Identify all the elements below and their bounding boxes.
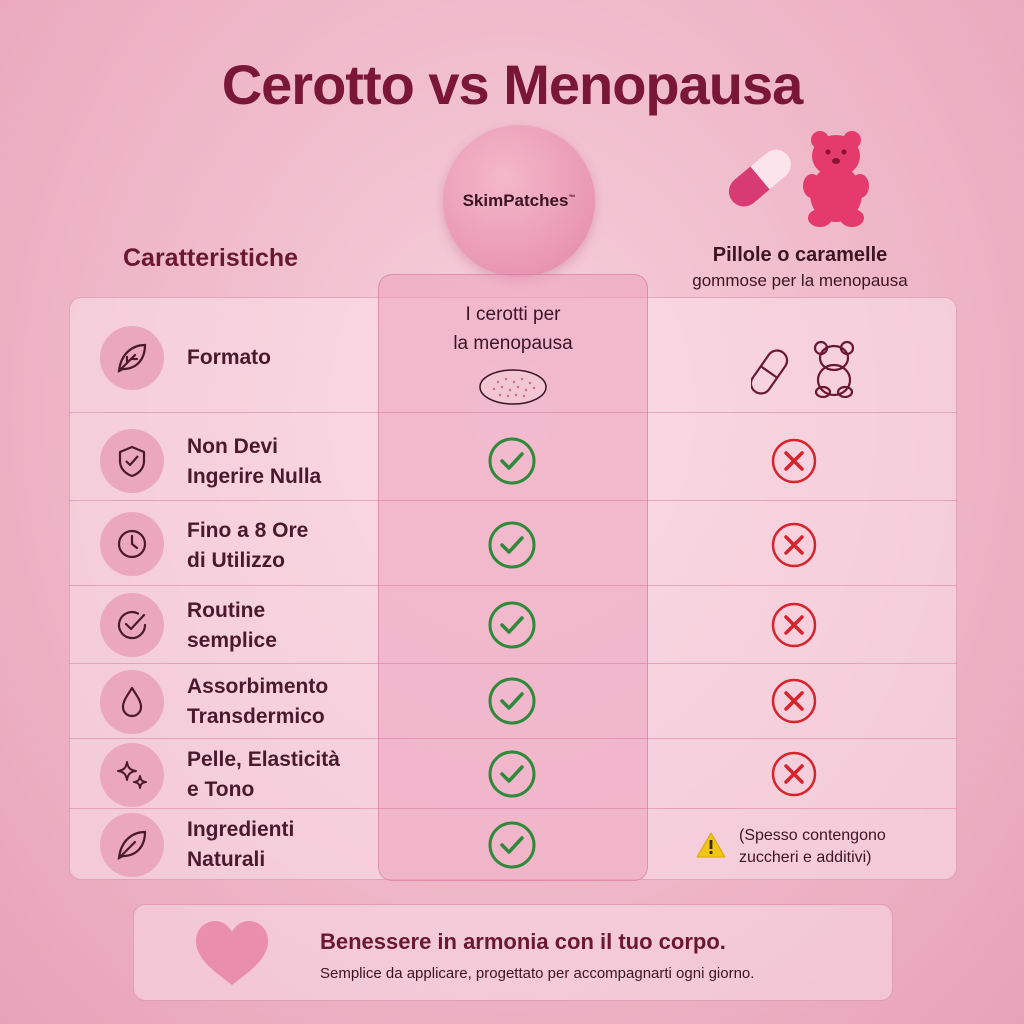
check-icon	[487, 820, 537, 870]
check-icon	[487, 436, 537, 486]
check-icon	[487, 749, 537, 799]
row-divider	[69, 412, 957, 413]
feature-label: Routine semplice	[187, 599, 277, 652]
page-title: Cerotto vs Menopausa	[221, 53, 803, 116]
footer-headline: Benessere in armonia con il tuo corpo.	[320, 929, 726, 954]
row-divider	[69, 738, 957, 739]
heart-icon	[194, 919, 270, 989]
feature-label: Non Devi Ingerire Nulla	[187, 435, 322, 488]
leaf-icon	[100, 813, 164, 877]
clock-icon	[100, 512, 164, 576]
footer-banner	[133, 904, 893, 1001]
row-divider	[69, 585, 957, 586]
cross-icon	[770, 437, 818, 485]
sparkle-icon	[100, 743, 164, 807]
pill-and-gummy-icon	[751, 338, 871, 398]
leaf-icon	[100, 326, 164, 390]
warning-icon	[695, 831, 727, 859]
pill-and-gummy-bear-icon	[722, 128, 882, 228]
row-divider	[69, 808, 957, 809]
feature-label: Formato	[187, 346, 271, 369]
footer-subline: Semplice da applicare, progettato per accompagnarti ogni giorno.	[320, 965, 755, 982]
warning-text: (Spesso contengono zuccheri e additivi)	[739, 827, 886, 866]
pills-column-header: Pillole o caramelle gommose per la menopausa	[692, 244, 908, 290]
drop-icon	[100, 670, 164, 734]
brand-name: SkimPatches™	[462, 191, 576, 210]
shield-check-icon	[100, 429, 164, 493]
cross-icon	[770, 750, 818, 798]
feature-label: Pelle, Elasticità e Tono	[187, 748, 340, 801]
cross-icon	[770, 521, 818, 569]
check-icon	[487, 676, 537, 726]
row-divider	[69, 663, 957, 664]
feature-label: Assorbimento Transdermico	[187, 675, 329, 728]
row-divider	[69, 500, 957, 501]
features-column-header: Caratteristiche	[123, 244, 299, 272]
brand-patch-logo	[443, 125, 595, 277]
check-circle-icon	[100, 593, 164, 657]
feature-label: Ingredienti Naturali	[187, 818, 295, 871]
patch-icon	[478, 368, 548, 406]
check-icon	[487, 520, 537, 570]
feature-label: Fino a 8 Ore di Utilizzo	[187, 519, 309, 572]
cross-icon	[770, 601, 818, 649]
check-icon	[487, 600, 537, 650]
cross-icon	[770, 677, 818, 725]
patch-column-header: I cerotti per la menopausa	[453, 304, 573, 354]
